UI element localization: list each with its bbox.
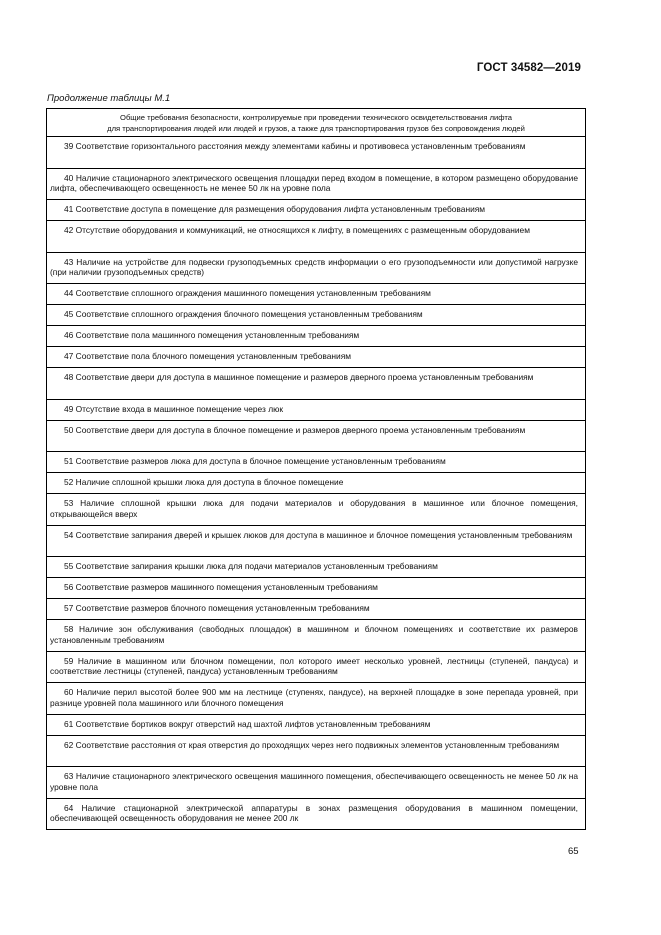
table-row: 51 Соответствие размеров люка для доступа в блочное помещение установленным требованиям <box>47 452 585 473</box>
table-row: 63 Наличие стационарного электрического освещения машинного помещения, обеспечивающего освещенность не менее 50 лк на уровне пола <box>47 767 585 799</box>
table-row: 61 Соответствие бортиков вокруг отверстий над шахтой лифтов установленным требованиям <box>47 715 585 736</box>
table-row: 46 Соответствие пола машинного помещения установленным требованиям <box>47 326 585 347</box>
table-row: 64 Наличие стационарной электрической аппаратуры в зонах размещения оборудования в машинном помещении, обеспечивающей освещенность оборудования не менее 200 лк <box>47 799 585 831</box>
table-row: 43 Наличие на устройстве для подвески грузоподъемных средств информации о его грузоподъемности или допустимой нагрузке (при наличии грузоподъемных средств) <box>47 253 585 285</box>
table-header-line: для транспортирования людей или людей и грузов, а также для транспортирования грузов без сопровождения людей <box>107 123 525 133</box>
table-row: 41 Соответствие доступа в помещение для размещения оборудования лифта установленным требованиям <box>47 200 585 221</box>
table-row: 59 Наличие в машинном или блочном помещении, пол которого имеет несколько уровней, лестницы (ступеней, пандуса) и соответствие лестницы (ступеней, пандуса) установленным требованиям <box>47 652 585 684</box>
table-row: 58 Наличие зон обслуживания (свободных площадок) в машинном и блочном помещениях и соответствие их размеров установленным требованиям <box>47 620 585 652</box>
requirements-table <box>46 108 586 830</box>
table-row: 56 Соответствие размеров машинного помещения установленным требованиям <box>47 578 585 599</box>
table-caption: Продолжение таблицы М.1 <box>47 93 171 104</box>
page-number: 65 <box>568 846 579 857</box>
table-row: 50 Соответствие двери для доступа в блочное помещение и размеров дверного проема установленным требованиям <box>47 421 585 453</box>
table-row: 62 Соответствие расстояния от края отверстия до проходящих через него подвижных элементов установленным требованиям <box>47 736 585 768</box>
table-row: 60 Наличие перил высотой более 900 мм на лестнице (ступенях, пандусе), на верхней площадке в зоне перепада уровней, при разнице уровней пола машинного или блочного помещения <box>47 683 585 715</box>
table-row: 45 Соответствие сплошного ограждения блочного помещения установленным требованиям <box>47 305 585 326</box>
table-row: 44 Соответствие сплошного ограждения машинного помещения установленным требованиям <box>47 284 585 305</box>
table-row: 52 Наличие сплошной крышки люка для доступа в блочное помещение <box>47 473 585 494</box>
table-row: 49 Отсутствие входа в машинное помещение через люк <box>47 400 585 421</box>
table-row: 39 Соответствие горизонтального расстояния между элементами кабины и противовеса установленным требованиям <box>47 137 585 169</box>
table-row: 55 Соответствие запирания крышки люка для подачи материалов установленным требованиям <box>47 557 585 578</box>
table-row: 53 Наличие сплошной крышки люка для подачи материалов и оборудования в машинное или блочное помещения, открывающейся вверх <box>47 494 585 526</box>
table-row: 40 Наличие стационарного электрического освещения площадки перед входом в помещение, в котором размещено оборудование лифта, обеспечивающего освещенность не менее 50 лк на уровне пола <box>47 169 585 201</box>
table-header <box>47 109 585 137</box>
table-row: 54 Соответствие запирания дверей и крышек люков для доступа в машинное и блочное помещения установленным требованиям <box>47 526 585 558</box>
table-row: 47 Соответствие пола блочного помещения установленным требованиям <box>47 347 585 368</box>
table-row: 42 Отсутствие оборудования и коммуникаций, не относящихся к лифту, в помещениях с размещенным оборудованием <box>47 221 585 253</box>
table-row: 57 Соответствие размеров блочного помещения установленным требованиям <box>47 599 585 620</box>
table-header-line: Общие требования безопасности, контролируемые при проведении технического освидетельствования лифта <box>120 113 512 122</box>
standard-designation: ГОСТ 34582—2019 <box>476 62 581 74</box>
table-row: 48 Соответствие двери для доступа в машинное помещение и размеров дверного проема установленным требованиям <box>47 368 585 400</box>
